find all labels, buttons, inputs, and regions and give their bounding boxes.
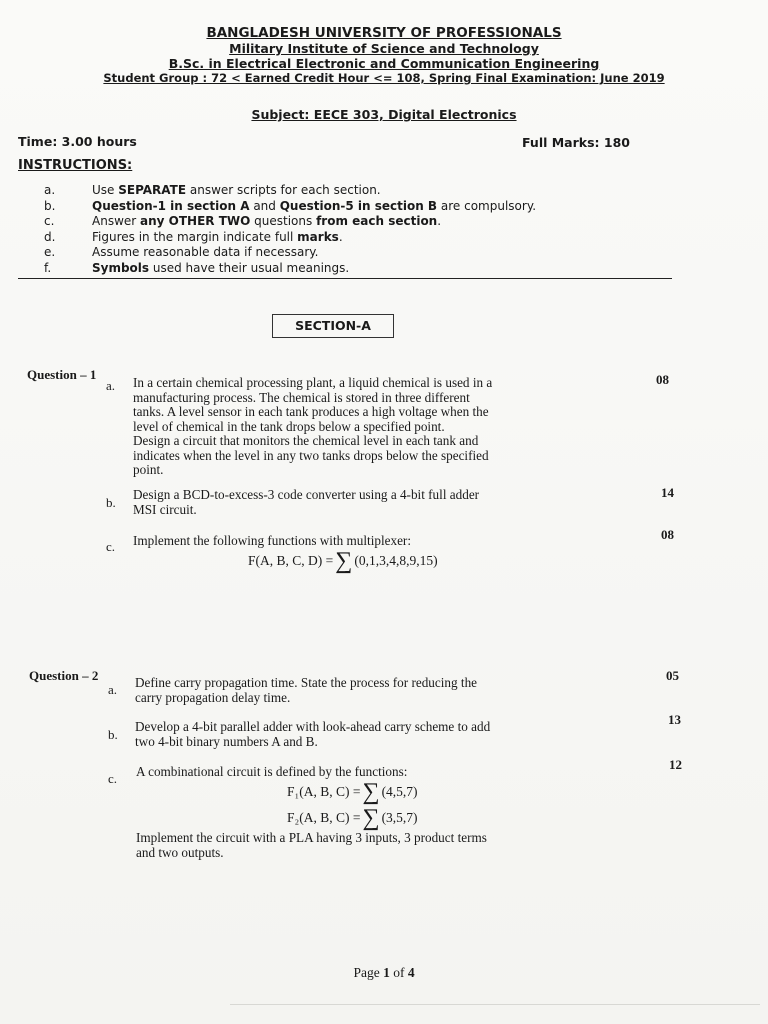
- instruction-bold-run: any OTHER TWO: [140, 214, 251, 229]
- section-a-heading: SECTION-A: [272, 314, 394, 338]
- q2-formula-f1: [287, 779, 418, 805]
- page-total: 4: [407, 965, 415, 980]
- text-line: In a certain chemical processing plant, a liquid chemical is used in a: [133, 375, 493, 390]
- exam-header: [0, 26, 768, 86]
- q1-part-c-marks: 08: [661, 527, 674, 542]
- q2-part-a-text: [135, 676, 615, 705]
- instruction-letter: e.: [44, 245, 56, 260]
- exam-time: Time: 3.00 hours: [18, 134, 137, 149]
- instruction-item: [44, 245, 664, 261]
- text-line: Implement the circuit with a PLA having 3 inputs, 3 product terms: [136, 830, 487, 845]
- sigma-symbol: ∑: [362, 779, 380, 805]
- institute-name: Military Institute of Science and Technology: [229, 41, 539, 56]
- group-line: Student Group : 72 < Earned Credit Hour <= 108, Spring Final Examination: June 2019: [103, 71, 665, 85]
- q1-part-a-letter: a.: [106, 378, 116, 393]
- text-line: manufacturing process. The chemical is stored in three different: [133, 389, 470, 405]
- sigma-symbol: ∑: [362, 805, 380, 831]
- instruction-item: [44, 199, 664, 215]
- text-line: and two outputs.: [136, 844, 224, 860]
- formula-lhs: F₂(A, B, C) =: [287, 810, 361, 825]
- instruction-bold-run: from each section: [316, 214, 438, 229]
- instruction-run: and: [249, 198, 280, 213]
- text-line: Define carry propagation time. State the process for reducing the: [135, 675, 478, 690]
- university-name: BANGLADESH UNIVERSITY OF PROFESSIONALS: [206, 25, 562, 41]
- text-line: level of chemical in the tank drops below a specified point.: [133, 418, 445, 434]
- bottom-edge-line: [230, 1004, 760, 1005]
- q1-part-c-letter: c.: [106, 539, 116, 554]
- text-line: carry propagation delay time.: [135, 689, 291, 705]
- instruction-run: used have their usual meanings.: [149, 260, 350, 275]
- instruction-text: [92, 230, 343, 246]
- sigma-symbol: ∑: [335, 548, 353, 574]
- instruction-text: [92, 261, 349, 277]
- q1-part-b-marks: 14: [661, 485, 674, 500]
- page-number: 1: [383, 965, 390, 980]
- question-1-label: Question – 1: [27, 367, 97, 382]
- text-line: point.: [133, 462, 164, 477]
- q1-part-b-letter: b.: [106, 495, 116, 510]
- q1-part-a-marks: 08: [656, 372, 669, 387]
- instruction-run: Figures in the margin indicate full: [92, 229, 298, 244]
- instruction-item: [44, 261, 664, 277]
- instruction-letter: c.: [44, 214, 55, 229]
- instruction-run: Assume reasonable data if necessary.: [92, 245, 319, 260]
- text-line: tanks. A level sensor in each tank produces a high voltage when the: [133, 404, 489, 419]
- instruction-text: [92, 214, 441, 230]
- instruction-item: [44, 214, 664, 230]
- instruction-bold-run: SEPARATE: [118, 183, 187, 197]
- subject-title: Subject: EECE 303, Digital Electronics: [251, 107, 517, 122]
- page-footer: [0, 965, 768, 981]
- instructions-title: INSTRUCTIONS:: [18, 158, 133, 173]
- instruction-text: [92, 183, 381, 199]
- text-line: Design a BCD-to-excess-3 code converter using a 4-bit full adder: [133, 487, 480, 502]
- q2-part-c-marks: 12: [669, 757, 682, 772]
- instruction-run: .: [437, 214, 442, 229]
- instructions-list: [44, 183, 664, 277]
- text-line: two 4-bit binary numbers A and B.: [135, 733, 318, 749]
- q2-part-c-tail: [136, 831, 616, 860]
- q1-part-a-text: [133, 376, 613, 478]
- q2-part-c-letter: c.: [108, 771, 118, 786]
- q1-part-c-text: [133, 534, 613, 549]
- instruction-bold-run: Question-1 in section A: [92, 198, 250, 213]
- instruction-run: .: [338, 229, 343, 244]
- footer-prefix: Page: [353, 965, 384, 980]
- instruction-text: [92, 199, 536, 215]
- instruction-run: Answer: [92, 214, 141, 229]
- text-line: Implement the following functions with multiplexer:: [133, 533, 411, 548]
- instruction-item: [44, 230, 664, 246]
- instruction-letter: d.: [44, 229, 56, 244]
- instruction-letter: a.: [44, 183, 56, 197]
- program-name: B.Sc. in Electrical Electronic and Communication Engineering: [168, 56, 600, 71]
- q2-part-b-letter: b.: [108, 727, 118, 742]
- instruction-letter: f.: [44, 260, 52, 275]
- instruction-item: [44, 183, 664, 199]
- q1-formula: [248, 548, 438, 574]
- instruction-run: are compulsory.: [437, 198, 537, 213]
- instruction-bold-run: Question-5 in section B: [279, 198, 438, 213]
- footer-of: of: [389, 965, 408, 980]
- header-divider: [18, 278, 672, 279]
- formula-rhs: (3,5,7): [381, 810, 418, 825]
- q2-part-b-marks: 13: [668, 712, 681, 727]
- text-line: Design a circuit that monitors the chemical level in each tank and: [133, 433, 479, 448]
- text-line: Develop a 4-bit parallel adder with look-ahead carry scheme to add: [135, 719, 491, 734]
- instruction-run: answer scripts for each section.: [186, 183, 381, 197]
- text-line: MSI circuit.: [133, 501, 197, 517]
- formula-lhs: F(A, B, C, D) =: [248, 553, 334, 568]
- instruction-run: Use: [92, 183, 119, 197]
- q2-formula-f2: [287, 805, 418, 831]
- formula-rhs: (4,5,7): [381, 784, 418, 799]
- q2-part-b-text: [135, 720, 615, 749]
- q2-part-a-letter: a.: [108, 682, 118, 697]
- formula-rhs: (0,1,3,4,8,9,15): [354, 553, 438, 568]
- instruction-bold-run: Symbols: [92, 260, 150, 275]
- instruction-bold-run: marks: [297, 229, 339, 244]
- full-marks: Full Marks: 180: [522, 135, 630, 150]
- q1-part-b-text: [133, 488, 613, 517]
- q2-part-c-text: [136, 765, 616, 780]
- question-2-label: Question – 2: [29, 668, 99, 683]
- text-line: A combinational circuit is defined by the functions:: [136, 764, 408, 779]
- instruction-letter: b.: [44, 198, 56, 213]
- text-line: indicates when the level in any two tanks drops below the specified: [133, 447, 489, 463]
- formula-lhs: F₁(A, B, C) =: [287, 784, 361, 799]
- q2-part-a-marks: 05: [666, 668, 679, 683]
- instruction-text: [92, 245, 319, 261]
- instruction-run: questions: [250, 214, 317, 229]
